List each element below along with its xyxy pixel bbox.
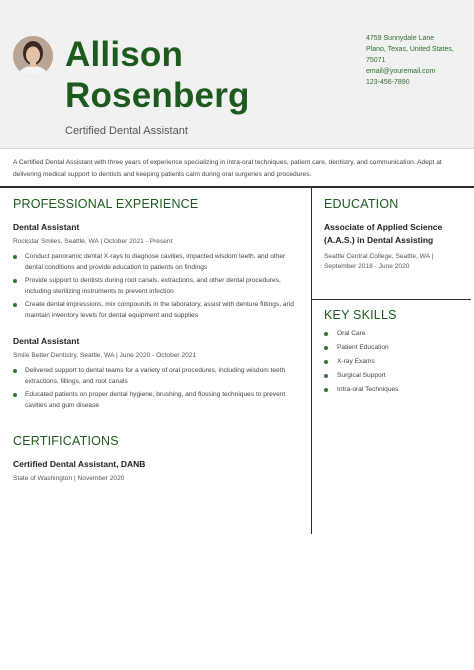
education-meta	[324, 252, 466, 272]
right-column-divider	[311, 299, 471, 300]
skills-list	[324, 328, 466, 398]
list-item: Educated patients on proper dental hygiene, brushing, and flossing techniques to prevent cavities and gum disease	[13, 389, 303, 411]
job-bullets	[13, 365, 303, 411]
phone-number: 123-456-7890	[366, 79, 410, 86]
certification-entry	[13, 459, 303, 482]
header-divider	[0, 148, 474, 149]
job-entry	[13, 336, 303, 413]
bullet-dot-icon	[13, 393, 17, 397]
address-line-2: Plano, Texas, United States,	[366, 46, 454, 53]
job-meta: Rockstar Smiles, Seattle, WA | October 2021 - Present	[13, 238, 173, 245]
job-role: Dental Assistant	[13, 222, 80, 232]
candidate-name	[65, 34, 250, 116]
education-entry	[324, 221, 466, 272]
zip-code: 75071	[366, 57, 386, 64]
job-meta: Smile Better Dentistry, Seattle, WA | June 2020 - October 2021	[13, 352, 197, 359]
bullet-dot-icon	[13, 369, 17, 373]
bullet-dot-icon	[13, 303, 17, 307]
bullet-dot-icon	[324, 388, 328, 392]
job-entry	[13, 222, 303, 323]
list-item: Patient Education	[324, 342, 466, 356]
list-item: Surgical Support	[324, 370, 466, 384]
list-item: X-ray Exams	[324, 356, 466, 370]
job-title: Certified Dental Assistant	[65, 125, 188, 137]
bullet-dot-icon	[324, 360, 328, 364]
job-role: Dental Assistant	[13, 336, 80, 346]
portrait-image	[13, 36, 53, 76]
job-bullets	[13, 251, 303, 321]
list-item: Create dental impressions, mix compounds in the laboratory, assist with denture fittings, and maintain inventory levels for dental equipment and supplies	[13, 299, 303, 321]
address-line-1: 4759 Sunnydale Lane	[366, 35, 435, 42]
resume-header	[0, 0, 474, 148]
name-last: Rosenberg	[65, 76, 250, 115]
bullet-dot-icon	[324, 374, 328, 378]
summary-divider	[0, 186, 474, 188]
list-item: Provide support to dentists during root canals, extractions, and other dental procedures, including sterilizing instruments to prevent infection	[13, 275, 303, 297]
summary-text: A Certified Dental Assistant with three years of experience specializing in intra-oral techniques, patient care, dentistry, and communication. Adept at delivering medical support to dentists and keeping patients calm during oral surgeries and procedures.	[13, 159, 442, 178]
certifications-heading: CERTIFICATIONS	[13, 434, 119, 448]
column-divider	[311, 188, 312, 534]
email-link[interactable]: email@youremail.com	[366, 68, 436, 75]
experience-heading: PROFESSIONAL EXPERIENCE	[13, 197, 199, 211]
education-dates: September 2018 - June 2020	[324, 263, 410, 270]
certification-meta: State of Washington | November 2020	[13, 475, 125, 482]
list-item: Intra-oral Techniques	[324, 384, 466, 398]
bullet-dot-icon	[324, 346, 328, 350]
certification-name: Certified Dental Assistant, DANB	[13, 459, 146, 469]
skills-heading: KEY SKILLS	[324, 308, 397, 322]
education-heading: EDUCATION	[324, 197, 399, 211]
bullet-dot-icon	[324, 332, 328, 336]
bullet-dot-icon	[13, 255, 17, 259]
avatar	[13, 36, 53, 76]
degree-name: Associate of Applied Science (A.A.S.) in Dental Assisting	[324, 222, 443, 245]
list-item: Conduct panoramic dental X-rays to diagnose cavities, impacted wisdom teeth, and other dental conditions and provide education to patients on findings	[13, 251, 303, 273]
contact-block	[366, 33, 470, 88]
school-name: Seattle Central College, Seattle, WA |	[324, 253, 434, 260]
list-item: Oral Care	[324, 328, 466, 342]
bullet-dot-icon	[13, 279, 17, 283]
name-first: Allison	[65, 35, 184, 74]
list-item: Delivered support to dental teams for a variety of oral procedures, including wisdom teeth extractions, fillings, and root canals	[13, 365, 303, 387]
